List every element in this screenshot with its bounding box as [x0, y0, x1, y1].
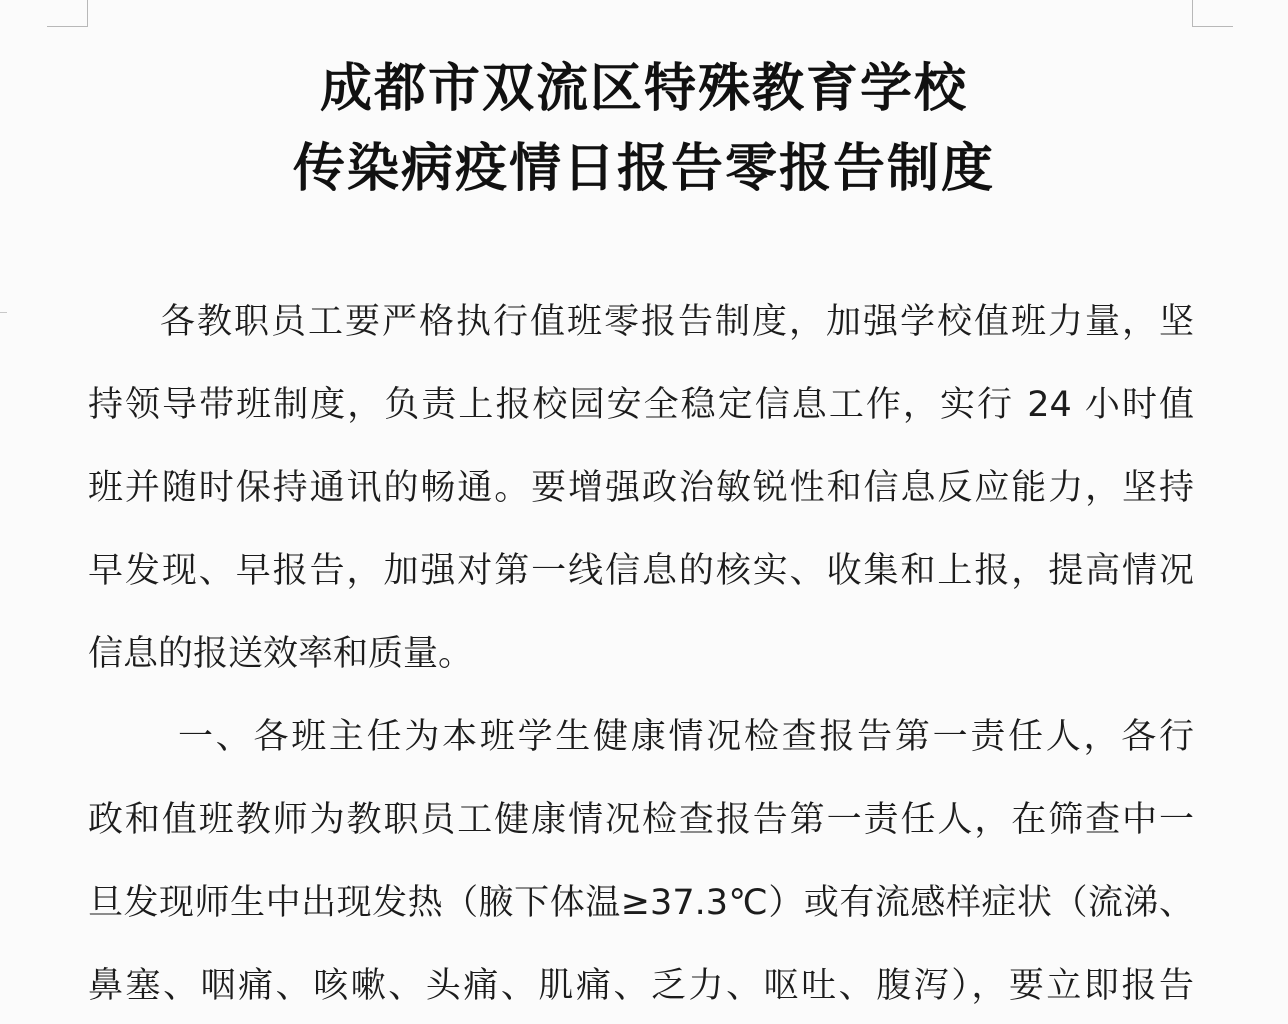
paragraph-1-line-3: 班并随时保持通讯的畅通。要增强政治敏锐性和信息反应能力，坚持 [88, 468, 1194, 508]
document-title-line-1: 成都市双流区特殊教育学校 [319, 59, 968, 119]
paragraph-1-line-4: 早发现、早报告，加强对第一线信息的核实、收集和上报，提高情况 [88, 551, 1194, 591]
crop-mark-top-left [47, 0, 88, 27]
document-title-line-2: 传染病疫情日报告零报告制度 [292, 139, 995, 199]
paragraph-1-line-2: 持领导带班制度，负责上报校园安全稳定信息工作，实行 24 小时值 [88, 385, 1194, 425]
paragraph-2-line-3: 旦发现师生中出现发热（腋下体温≥37.3℃）或有流感样症状（流涕、 [88, 883, 1194, 923]
paragraph-2-line-4: 鼻塞、咽痛、咳嗽、头痛、肌痛、乏力、呕吐、腹泻），要立即报告 [88, 966, 1194, 1006]
paragraph-1-line-5: 信息的报送效率和质量。 [88, 634, 474, 674]
paragraph-2-line-2: 政和值班教师为教职员工健康情况检查报告第一责任人，在筛查中一 [88, 800, 1194, 840]
paragraph-1-line-1: 各教职员工要严格执行值班零报告制度，加强学校值班力量，坚 [160, 302, 1194, 342]
paragraph-2-line-1: 一、各班主任为本班学生健康情况检查报告第一责任人，各行 [178, 717, 1194, 757]
margin-tick [0, 312, 7, 313]
crop-mark-top-right [1192, 0, 1233, 27]
